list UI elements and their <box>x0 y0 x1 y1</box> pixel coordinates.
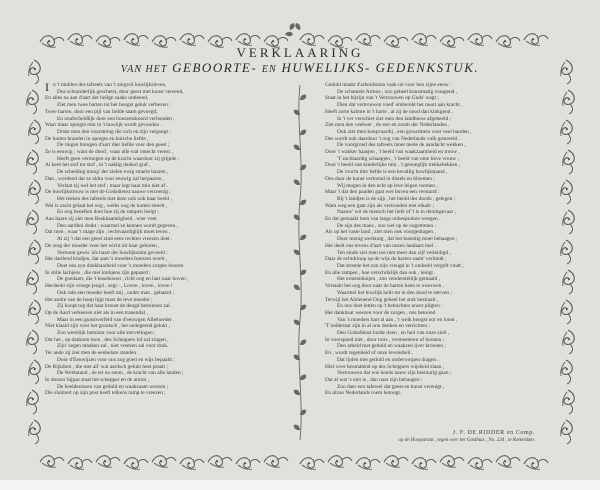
verse-line: Dat al wat 's niet is , dan naar zijn behaagen : <box>325 376 423 383</box>
document-subtitle <box>0 60 600 76</box>
verse-line: Die sluimert op zijn post heeft telkens ramp te vreezen ; <box>45 390 166 397</box>
verse-line: Den arbeid met geduld en waakzen ijver kroonen ; <box>337 343 446 350</box>
verse-line: Ter ande zij ziet men de eenbelate standen . <box>45 350 139 357</box>
verse-line: Zijn' zegen maaken zal , niet vreezen zal voor druk. <box>57 343 169 350</box>
verse-line: Dus schranderlijk geschetst, door geest met kunst vereend, <box>57 88 184 95</box>
verse-line: De Werkstand , de ter en steun , de kracht van alle landen ; <box>57 370 184 377</box>
verse-line: Als op het vaste land , ziet men ook voorgedragen , <box>325 229 436 236</box>
verse-line: De vrucht dier liefde is een bevallig huwlijkspand , <box>337 169 448 176</box>
verse-line: En ons doet letten op 't betrachten onzer pligten : <box>337 303 443 310</box>
verse-line: Hier over beomalend op des Scheppers wijsheid slaan , <box>325 363 445 370</box>
verse-line: Terwijl het Alzienend Oog geheel het stuk bestraalt , <box>325 296 439 303</box>
center-vine-divider <box>292 85 307 440</box>
verse-line: Wel is zacht gelaat het oog , welks oog de harten streelt , <box>45 202 168 209</box>
verse-line: De harten branden in opregte en kuische liefde , <box>45 135 149 142</box>
verse-line: Heeft geen vermogen op de kracht waardoor zij grijpde ; <box>57 155 180 162</box>
verse-line: Zoo weenlijk beminnt voor alle stervelingen ; <box>57 330 156 337</box>
verse-line: Maar in een gunstwerfeld van d'eeuwgen Albehoeder . <box>57 316 175 323</box>
right-verse-column <box>325 82 557 397</box>
subtitle-word-birth: GEBOORTE- <box>172 60 258 75</box>
verse-line: Geduld maakt d'arbeidsman vaak uit voor hen zijne eeuw : <box>325 82 452 88</box>
verse-line: Het ernstenhuijen , zoo venderstellijk gemaald , <box>337 276 440 283</box>
verse-line: 'T zachtaardig schaapjen , 't beeld van ome lieve vrouw ; <box>337 155 460 162</box>
subtitle-word-memorial: GEDENKSTUK. <box>375 60 480 75</box>
verse-line: En alles na aan d'aart der heilge zaake ontleend, <box>45 95 149 102</box>
document-title: VERKLAARING <box>236 45 364 60</box>
verse-line: Verlaat zij wel het stof ; maar legt haar min niet af . <box>57 182 168 189</box>
verse-line: Het teeken des tafreels met deze ook ook haar beeld , <box>57 195 172 202</box>
verse-line: Staat in het bijzijn van 't Vertrouwen op Gods' wagt ; <box>325 95 439 102</box>
verse-line: Door 't beeld van kinderlijke min , 't genoeglijk trekkebekken , <box>325 162 461 169</box>
verse-line: Ze is eeuwig ; want de dood , waar alle wal ontecht verest , <box>45 149 173 156</box>
bottom-border-ornament <box>40 456 548 470</box>
verse-line: In doozer hijpas staat het schepper en de armor , <box>45 376 150 383</box>
verse-line: En , wordt tegenheid of onze levensbeil , <box>325 350 414 357</box>
verse-line: Doet ons zyn dankbaarheid voor 's moeders zorgen hooren <box>57 262 184 269</box>
verse-line: In stille lachjens , die met lonbjens zijn gepaard ; <box>45 269 151 276</box>
right-border-ornament <box>561 60 575 444</box>
verse-line: Op de Aard verkeeren niet als in een tranendal , <box>45 309 148 316</box>
verse-line: Wij mogen in den echt op leve leigen roemen , <box>337 182 438 189</box>
verse-line: Ten einde ziet men toe niet meer dan zijf verleidigd , <box>337 249 451 256</box>
verse-line: Ons door de kunst vertoond in distels en bloemen ; <box>325 175 435 182</box>
verse-line: n 't midden des tafreels van 't zorgvol huwlijksleven, <box>53 82 167 88</box>
verse-line: En onafscheidlijk door een boezemskoord verbonden , <box>57 115 175 122</box>
verse-line: Maar 't dat den paaden gaat wer boven een verstand : <box>325 189 440 196</box>
verse-line: Waar maar opregte min in 't huwlijk wordt gevonden . <box>45 122 162 129</box>
verse-line: Twee harten, door een pijl van liefde saam gevoegd, <box>45 108 158 115</box>
verse-line: De scheiding moog' der zielen ewig smarte baaren , <box>57 169 169 176</box>
verse-line: De sijn des mans , zoo wel op de oogemmen : <box>337 222 436 229</box>
verse-line: En oog benefien doet hoe zij de rampen leeigt : <box>57 209 159 216</box>
verse-line: Dat streede het zon zijn vreugd in 't ondeeld vergeft vindt , <box>337 262 464 269</box>
subtitle-prefix: VAN HET <box>120 64 168 75</box>
verse-line: De beeldenissen van geduld en waakzaam weezen ; <box>57 383 169 390</box>
verse-line: Dat lijden met geduld en onderworpen dragen . <box>337 356 439 363</box>
printer-address: op de Hoogstraat , tegen over het Gasthuis , No. 234 , te Rotterdam. <box>398 438 535 443</box>
verse-line: Herdenkt zijn vroege jeugd , zegt : , Loven , loven , loven ! <box>45 283 173 290</box>
verse-line: Waarmel het huwlijk heilt tot in den dood te sterven ; <box>337 289 452 296</box>
verse-line: Het andre van de hoop lijgt mast de leve moeder ; <box>45 296 153 303</box>
verse-line: In 't ver verschiet ziet men den landbouw afgebeeld ; <box>337 115 451 122</box>
verse-line: Naauw' wit de mensch het liefe of 't is in doodsgevaar , <box>337 209 457 216</box>
printer-name: J. F. DE RIDDER en Comp. <box>452 430 535 436</box>
subtitle-word-marriage: HUWELIJKS- <box>281 60 371 75</box>
verse-line: Ziet men den veeboer , de ster en zoom der Nederlanden , <box>325 122 450 129</box>
verse-line: Zij hoopt tog dat haar kroost de deugd beminnen zal . <box>57 303 173 310</box>
verse-line: Vertaakt het oog door naar de harten heen te owerwen , <box>325 283 444 290</box>
page-bottom-strip <box>0 480 600 490</box>
verse-line: Zoo daer een tafereel dat geest en kunst verenigt , <box>337 383 445 390</box>
verse-line: Vertoont gewis 'als haart der huwlijksmin gevoeld : <box>57 249 168 256</box>
verse-line: Daar de echtdrinop op de wijs de harten saam' verbindt , <box>325 256 447 263</box>
verse-line: Dat het , op dankzen toon , des Scheppers lof zal zingen , <box>45 336 169 343</box>
verse-line: Want weg een gaat zijn als vertrouden met elkaêr ; <box>325 202 434 209</box>
verse-line: De Rijkdom , die met all' wat aardsch gelukt heet praalt ; <box>45 363 168 370</box>
top-border-ornament <box>40 22 548 47</box>
verse-line: En alle rampen , hoe verschriklijk dan ook , lenigt . <box>325 269 436 276</box>
verse-line: Heeft zorte kalmte in 't harte , al zij de nood dan kinkgend . <box>325 108 454 115</box>
verse-line: Bij 't landjen is de sijp , het beeld des doods , gelegen ; <box>337 195 456 202</box>
verse-line: Vertrouwen dat wie hoeds nauw zijn bestuurig gaan ; <box>337 370 452 377</box>
verse-line: De ringen brengen d'aarr dier liefde voor den geest ; <box>57 142 170 149</box>
verse-line: Den Godsdienst hulde doen , en heil van onze zieli , <box>337 330 450 337</box>
verse-line: De zorg der moeder voor het wicht uit haar geboren , <box>45 242 160 249</box>
verse-line: In voorspoed niet , door trots , vermeeteren of hoonen ; <box>325 336 445 343</box>
verse-line: De huwlijkstrouw is met de Godsdienst nauwe verceenig ; <box>45 189 171 196</box>
left-border-ornament <box>27 60 41 444</box>
left-verse-column <box>45 82 277 397</box>
verse-line: Door 't wakker haasjen , 't beeld van waakzaamheid en trouw , <box>325 149 460 156</box>
verse-line: Ook rakt een moeder heeft mij , onder man , gebaard ; <box>57 289 174 296</box>
verse-line: Al zij 't dat een geest zind eens rechten vreezen doet . <box>57 236 173 243</box>
verse-line: Aan haare zij ziet men Beskhaamtigheid , wier voet <box>45 216 157 223</box>
verse-line: Het dankbaar weezen voor de zorgen , ons betoond <box>325 309 436 316</box>
verse-line: De goedaart, die 't bosehouwt , richt oog en hart naar boven , <box>57 276 189 283</box>
verse-line: De schamele Armoe , zoo geheel kunstmatig vraagend , <box>337 88 458 95</box>
verse-line: Des wordt ook daardoor 't oog van Nederlands volk gestreeld . <box>325 135 460 142</box>
subtitle-conjunction: EN <box>261 64 277 75</box>
verse-line: 'T redderaar zijn in al onn denken en verrichten ; <box>325 323 430 330</box>
verse-line: Drukt men den voorstreng die zich en zijn vergoegt : <box>57 128 171 135</box>
verse-line: Niet klaaid zijn voor het grootsch , het oedegeend gelukt , <box>45 323 170 330</box>
verse-line: Dat men , waar 't mage zijn , rechtvaardiglijk moet leven , <box>45 229 171 236</box>
drop-cap-initial: I <box>45 80 49 94</box>
verse-line: Dien dat vertrouwen voed' omberekt het nooit aan kracht , <box>337 102 463 109</box>
verse-line: Ziet men twee harten tot het hoogst geluk verheven ; <box>57 102 171 109</box>
verse-line: En dat gemaakt hem van langs onbesproken weegen . <box>325 216 441 223</box>
verse-line: Door d'Eenwijzen voor ons zog goed en wijs bepaald ; <box>57 356 175 363</box>
verse-line: Van 's moeders hart al aan , 't welk hoogst oor en loont , <box>337 316 458 323</box>
verse-line: Den aardbol drukt ; waarmel ze kennen wordt gegeven , <box>57 222 178 229</box>
verse-line: Al kent het stof tot stof , in 't naklig dunkel graf , <box>45 162 151 169</box>
verse-line: Ook ziet men koopvaardij , een gouwtmein voor veel handen , <box>337 128 472 135</box>
verse-line: Het deelt ons tevens d'aart van onzen landaart mel . <box>325 242 436 249</box>
verse-line: Het dartlend kindjen, dat aam 's moeders boezem woelt , <box>45 256 168 263</box>
verse-line: Door menig werktuig , dat het kunsttig moet behaagen ; <box>337 236 458 243</box>
verse-line: De voorgrond des tafreels moet mede de aandacht wekken , <box>337 142 466 149</box>
verse-line: En alzoo Nederlands roem betoogt. <box>325 390 402 397</box>
verse-line: Dan , wordend dat ze aldra voor eeuwig zal herpaaren , <box>45 175 165 182</box>
